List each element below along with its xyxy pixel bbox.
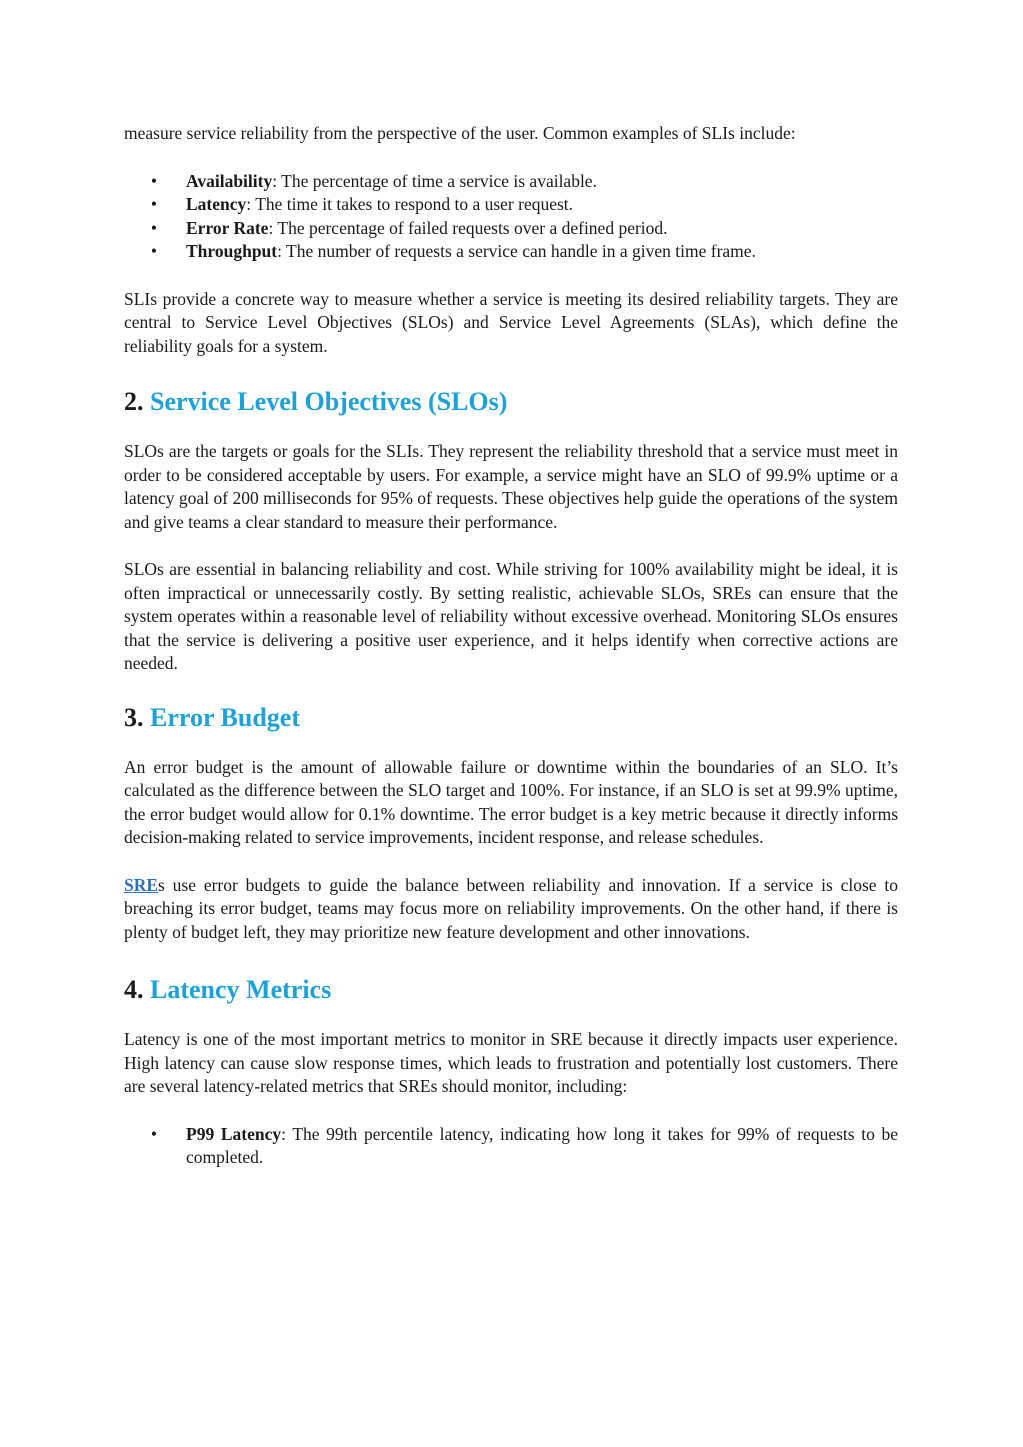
list-desc: : The percentage of time a service is available. <box>272 170 597 191</box>
list-item <box>124 217 898 241</box>
list-item <box>124 1123 898 1170</box>
bullet-icon: • <box>150 1123 158 1144</box>
intro-paragraph: measure service reliability from the perspective of the user. Common examples of SLIs include: <box>124 123 796 143</box>
list-desc: : The number of requests a service can handle in a given time frame. <box>277 241 756 261</box>
latency-list <box>124 1123 898 1170</box>
list-term: Throughput <box>186 241 278 261</box>
document-page <box>124 122 898 1170</box>
bullet-icon: • <box>150 217 158 238</box>
bullet-icon: • <box>150 170 158 191</box>
section-heading-latency <box>124 974 898 1006</box>
section-heading-error-budget <box>124 702 898 734</box>
list-term: Availability <box>186 170 273 191</box>
error-budget-paragraph-2 <box>124 874 898 945</box>
section-title: Latency Metrics <box>150 975 332 1004</box>
slo-paragraph-1: SLOs are the targets or goals for the SLIs. They represent the reliability threshold that a service must meet in order to be considered acceptable by users. For example, a service might have an SLO of 99.9% uptime or a latency goal of 200 milliseconds for 95% of requests. These objectives help guide the operations of the system and give teams a clear standard to measure their performance. <box>124 441 898 532</box>
list-item <box>124 193 898 217</box>
bullet-icon: • <box>150 194 158 214</box>
section-number: 4. <box>124 975 144 1004</box>
bullet-icon: • <box>150 241 158 261</box>
sre-link[interactable]: SRE <box>124 874 159 895</box>
section-heading-slo <box>124 386 898 418</box>
slo-paragraph-2: SLOs are essential in balancing reliability and cost. While striving for 100% availability might be ideal, it is often impractical or unnecessarily costly. By setting realistic, achievable SLOs, SREs can ensure that the system operates within a reasonable level of reliability without excessive overhead. Monitoring SLOs ensures that the service is delivering a positive user experience, and it helps identify when corrective actions are needed. <box>124 559 898 673</box>
list-item <box>124 170 898 194</box>
list-term: Error Rate <box>186 217 269 238</box>
error-budget-paragraph-1: An error budget is the amount of allowable failure or downtime within the boundaries of an SLO. It’s calculated as the difference between the SLO target and 100%. For instance, if an SLO is set at 99.9% uptime, the error budget would allow for 0.1% downtime. The error budget is a key metric because it directly informs decision-making related to service improvements, incident response, and release schedules. <box>124 756 898 847</box>
latency-paragraph-1: Latency is one of the most important metrics to monitor in SRE because it directly impacts user experience. High latency can cause slow response times, which leads to frustration and potentially lost customers. There are several latency-related metrics that SREs should monitor, including: <box>124 1029 898 1096</box>
section-number: 2. <box>124 387 144 416</box>
error-budget-paragraph-2-text: s use error budgets to guide the balance between reliability and innovation. If a service is close to breaching its error budget, teams may focus more on reliability improvements. On the other hand, if there is plenty of budget left, they may prioritize new feature development and other innovations. <box>124 874 898 942</box>
list-desc: : The percentage of failed requests over a defined period. <box>268 217 668 238</box>
list-desc: : The 99th percentile latency, indicating how long it takes for 99% of requests to be completed. <box>186 1123 899 1167</box>
sli-summary-paragraph: SLIs provide a concrete way to measure whether a service is meeting its desired reliability targets. They are central to Service Level Objectives (SLOs) and Service Level Agreements (SLAs), which define the reliability goals for a system. <box>124 288 898 356</box>
section-title: Service Level Objectives (SLOs) <box>150 387 508 416</box>
list-term: P99 Latency <box>186 1123 282 1144</box>
list-desc: : The time it takes to respond to a user request. <box>246 194 574 214</box>
section-title: Error Budget <box>150 702 300 732</box>
list-item <box>124 240 898 264</box>
list-term: Latency <box>186 194 247 214</box>
section-number: 3. <box>124 702 144 732</box>
sli-list <box>124 170 898 264</box>
